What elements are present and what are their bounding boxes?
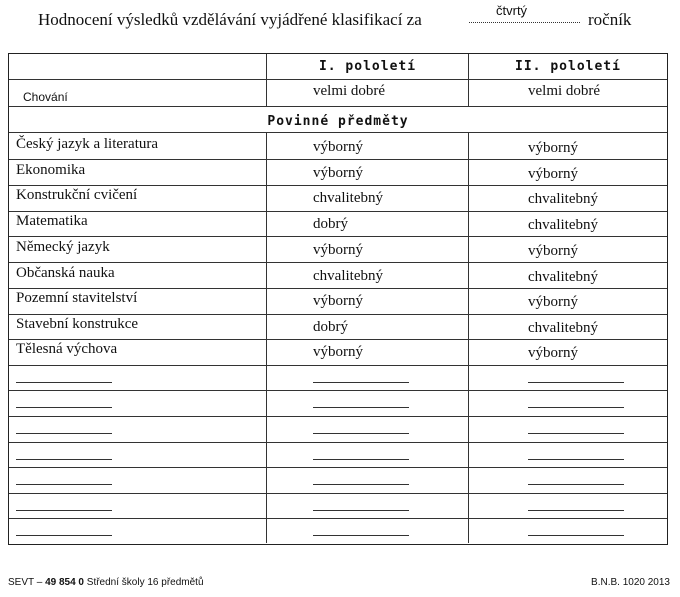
subject-name: Konstrukční cvičení	[16, 187, 138, 203]
header-sem2: II. pololetí	[515, 59, 621, 74]
table-row	[9, 339, 667, 365]
blank-sem1-line	[313, 484, 409, 485]
grade-sem1: výborný	[313, 139, 363, 155]
blank-sem2-line	[528, 433, 624, 434]
blank-sem2-line	[528, 459, 624, 460]
table-row	[9, 211, 667, 237]
row-divider	[9, 365, 667, 366]
grades-table	[8, 53, 668, 545]
subject-name: Stavební konstrukce	[16, 316, 139, 332]
blank-sem2-line	[528, 510, 624, 511]
subject-name: Matematika	[16, 213, 88, 229]
table-row	[9, 237, 667, 263]
table-row	[9, 160, 667, 186]
blank-subject-line	[16, 484, 112, 485]
grade-sem2: chvalitebný	[528, 320, 598, 336]
grade-sem1: výborný	[313, 242, 363, 258]
blank-sem1-line	[313, 407, 409, 408]
blank-sem2-line	[528, 407, 624, 408]
blank-sem1-line	[313, 535, 409, 536]
blank-subject-line	[16, 433, 112, 434]
row-divider	[9, 416, 667, 417]
row-divider	[9, 442, 667, 443]
table-row	[9, 263, 667, 289]
title-suffix: ročník	[588, 10, 632, 29]
grade-sem1: výborný	[313, 344, 363, 360]
footer-print-id: B.N.B. 1020 2013	[591, 577, 670, 588]
subject-name: Německý jazyk	[16, 239, 110, 255]
table-row	[9, 185, 667, 211]
blank-subject-line	[16, 407, 112, 408]
blank-subject-line	[16, 510, 112, 511]
footer-publisher: SEVT –	[8, 577, 43, 588]
behavior-label: Chování	[23, 90, 68, 104]
row-divider	[9, 467, 667, 468]
grade-sem1: chvalitebný	[313, 190, 383, 206]
subject-name: Ekonomika	[16, 162, 86, 178]
table-row	[9, 288, 667, 314]
header-divider	[9, 79, 667, 80]
section-divider	[9, 132, 667, 133]
blank-sem2-line	[528, 484, 624, 485]
table-row	[9, 314, 667, 340]
blank-sem2-line	[528, 382, 624, 383]
grade-sem2: výborný	[528, 345, 578, 361]
blank-subject-line	[16, 382, 112, 383]
header-sem1: I. pololetí	[318, 59, 417, 74]
grade-sem2: chvalitebný	[528, 217, 598, 233]
behavior-sem1: velmi dobré	[313, 83, 386, 99]
footer-form-name: Střední školy 16 předmětů	[86, 577, 204, 588]
subject-name: Český jazyk a literatura	[16, 136, 159, 152]
grade-sem1: dobrý	[313, 319, 348, 335]
blank-sem1-line	[313, 459, 409, 460]
grade-sem2: výborný	[528, 243, 578, 259]
row-divider	[9, 518, 667, 519]
grade-sem1: dobrý	[313, 216, 348, 232]
section-heading: Povinné předměty	[267, 114, 409, 129]
grade-sem2: chvalitebný	[528, 191, 598, 207]
grade-sem1: výborný	[313, 293, 363, 309]
grade-sem2: výborný	[528, 140, 578, 156]
row-divider	[9, 493, 667, 494]
blank-sem1-line	[313, 433, 409, 434]
blank-subject-line	[16, 535, 112, 536]
grade-sem1: chvalitebný	[313, 268, 383, 284]
grade-sem2: výborný	[528, 294, 578, 310]
grade-year-value: čtvrtý	[496, 3, 528, 18]
grade-dotted-line	[469, 22, 580, 23]
footer-form-code	[8, 577, 204, 588]
grade-sem2: výborný	[528, 166, 578, 182]
blank-sem1-line	[313, 510, 409, 511]
subject-name: Tělesná výchova	[16, 341, 118, 357]
blank-sem2-line	[528, 535, 624, 536]
footer-code: 49 854 0	[45, 577, 84, 588]
behavior-sem2: velmi dobré	[528, 83, 601, 99]
blank-sem1-line	[313, 382, 409, 383]
blank-subject-line	[16, 459, 112, 460]
grade-sem1: výborný	[313, 165, 363, 181]
behavior-divider	[9, 106, 667, 107]
table-row	[9, 134, 667, 160]
subject-name: Pozemní stavitelství	[16, 290, 138, 306]
row-divider	[9, 390, 667, 391]
subject-name: Občanská nauka	[16, 265, 115, 281]
grade-sem2: chvalitebný	[528, 269, 598, 285]
title-text: Hodnocení výsledků vzdělávání vyjádřené klasifikací za	[38, 10, 422, 29]
